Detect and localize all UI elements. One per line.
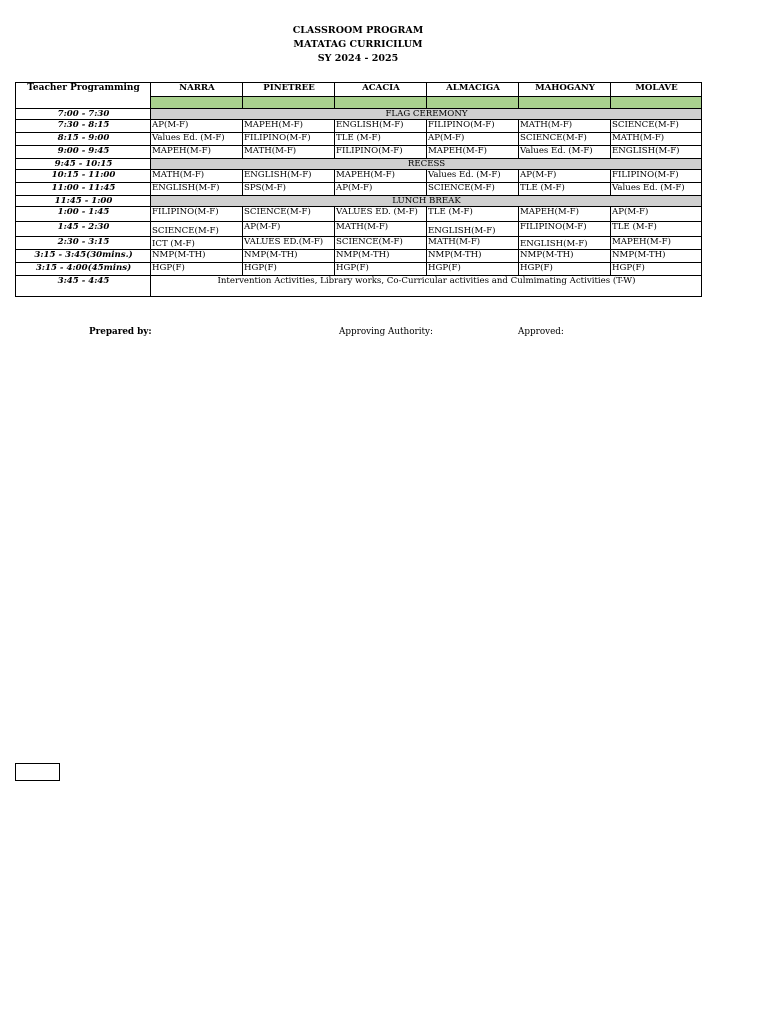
subject-cell: SCIENCE(M-F) — [611, 120, 702, 133]
subject-cell: TLE (M-F) — [611, 222, 702, 237]
subject-cell: MATH(M-F) — [151, 170, 243, 183]
time-slot: 8:15 - 9:00 — [16, 133, 151, 146]
subject-cell: SCIENCE(M-F) — [427, 183, 519, 196]
table-row — [16, 183, 702, 196]
flag-ceremony-band: FLAG CEREMONY — [151, 109, 702, 120]
table-row — [16, 170, 702, 183]
subject-cell: ICT (M-F) — [151, 237, 243, 250]
subject-cell: NMP(M-TH) — [611, 250, 702, 263]
green-cell — [335, 97, 427, 109]
subject-cell: ENGLISH(M-F) — [151, 183, 243, 196]
subject-cell: MAPEH(M-F) — [519, 207, 611, 222]
subject-cell: NMP(M-TH) — [335, 250, 427, 263]
green-cell — [611, 97, 702, 109]
title-line-1: CLASSROOM PROGRAM — [292, 25, 424, 36]
approving-authority-label: Approving Authority: — [339, 327, 433, 337]
subject-cell: MAPEH(M-F) — [151, 146, 243, 159]
time-slot: 7:00 - 7:30 — [16, 109, 151, 120]
time-slot: 11:00 - 11:45 — [16, 183, 151, 196]
subject-cell: FILIPINO(M-F) — [519, 222, 611, 237]
green-cell — [243, 97, 335, 109]
subject-cell: AP(M-F) — [243, 222, 335, 237]
subject-cell: HGP(F) — [519, 263, 611, 276]
column-header-row — [16, 83, 702, 97]
subject-cell: MATH(M-F) — [243, 146, 335, 159]
table-row — [16, 250, 702, 263]
subject-cell: MATH(M-F) — [519, 120, 611, 133]
green-cell — [151, 97, 243, 109]
subject-cell: ENGLISH(M-F) — [519, 237, 611, 250]
subject-cell: MAPEH(M-F) — [243, 120, 335, 133]
time-slot: 7:30 - 8:15 — [16, 120, 151, 133]
table-row — [16, 196, 702, 207]
subject-cell: MATH(M-F) — [335, 222, 427, 237]
time-range: 3:15 - 4:00 — [35, 263, 88, 273]
time-duration-note: (30mins.) — [86, 250, 133, 260]
column-header: ACACIA — [335, 83, 427, 97]
subject-cell: FILIPINO(M-F) — [611, 170, 702, 183]
time-range: 3:15 - 3:45 — [34, 250, 87, 260]
subject-cell: SCIENCE(M-F) — [243, 207, 335, 222]
time-slot: 1:00 - 1:45 — [16, 207, 151, 222]
subject-cell: MAPEH(M-F) — [611, 237, 702, 250]
row-header-label: Teacher Programming — [16, 83, 151, 109]
subject-cell: Values Ed. (M-F) — [427, 170, 519, 183]
school-year: SY 2024 - 2025 — [317, 53, 399, 64]
subject-cell: MAPEH(M-F) — [335, 170, 427, 183]
table-row — [16, 133, 702, 146]
subject-cell: ENGLISH(M-F) — [427, 222, 519, 237]
subject-cell: NMP(M-TH) — [151, 250, 243, 263]
subject-cell: MATH(M-F) — [427, 237, 519, 250]
table-row — [16, 146, 702, 159]
subject-cell: MATH(M-F) — [611, 133, 702, 146]
table-row — [16, 237, 702, 250]
subject-cell: Values Ed. (M-F) — [611, 183, 702, 196]
time-slot: 2:30 - 3:15 — [16, 237, 151, 250]
subject-cell: SCIENCE(M-F) — [335, 237, 427, 250]
subject-cell: AP(M-F) — [335, 183, 427, 196]
time-slot: 11:45 - 1:00 — [16, 196, 151, 207]
intervention-activities: Intervention Activities, Library works, Co-Curricular activities and Culmimating Activities (T-W) — [151, 276, 702, 297]
subject-cell: SCIENCE(M-F) — [519, 133, 611, 146]
subject-cell: AP(M-F) — [427, 133, 519, 146]
subject-cell: SCIENCE(M-F) — [151, 222, 243, 237]
time-slot: 3:45 - 4:45 — [16, 276, 151, 297]
subject-cell: NMP(M-TH) — [243, 250, 335, 263]
time-slot — [16, 263, 151, 276]
column-header: MAHOGANY — [519, 83, 611, 97]
subject-cell: HGP(F) — [335, 263, 427, 276]
prepared-by-label: Prepared by: — [89, 327, 152, 337]
subject-cell: NMP(M-TH) — [427, 250, 519, 263]
subject-cell: ENGLISH(M-F) — [335, 120, 427, 133]
subject-cell: TLE (M-F) — [519, 183, 611, 196]
subject-cell: MAPEH(M-F) — [427, 146, 519, 159]
subject-cell: AP(M-F) — [611, 207, 702, 222]
time-slot — [16, 250, 151, 263]
table-row — [16, 109, 702, 120]
subject-cell: AP(M-F) — [519, 170, 611, 183]
subject-cell: TLE (M-F) — [335, 133, 427, 146]
subject-cell: VALUES ED.(M-F) — [243, 237, 335, 250]
green-cell — [519, 97, 611, 109]
table-row — [16, 263, 702, 276]
subject-cell: TLE (M-F) — [427, 207, 519, 222]
subject-cell: HGP(F) — [427, 263, 519, 276]
subject-cell: HGP(F) — [151, 263, 243, 276]
title-line-2: MATATAG CURRICILUM — [293, 39, 423, 50]
subject-cell: NMP(M-TH) — [519, 250, 611, 263]
column-header: NARRA — [151, 83, 243, 97]
document-header — [0, 24, 716, 66]
subject-cell: HGP(F) — [611, 263, 702, 276]
table-row — [16, 276, 702, 297]
subject-cell: ENGLISH(M-F) — [243, 170, 335, 183]
subject-cell: FILIPINO(M-F) — [151, 207, 243, 222]
time-duration-note: (45mins) — [87, 263, 132, 273]
table-row — [16, 159, 702, 170]
time-slot: 1:45 - 2:30 — [16, 222, 151, 237]
subject-cell: ENGLISH(M-F) — [611, 146, 702, 159]
time-slot: 9:45 - 10:15 — [16, 159, 151, 170]
green-cell — [427, 97, 519, 109]
subject-cell: FILIPINO(M-F) — [243, 133, 335, 146]
column-header: PINETREE — [243, 83, 335, 97]
lunch-break-band: LUNCH BREAK — [151, 196, 702, 207]
empty-box — [15, 763, 60, 781]
subject-cell: AP(M-F) — [151, 120, 243, 133]
subject-cell: Values Ed. (M-F) — [151, 133, 243, 146]
subject-cell: FILIPINO(M-F) — [427, 120, 519, 133]
class-schedule-table — [15, 82, 702, 297]
approved-label: Approved: — [518, 327, 564, 337]
table-row — [16, 120, 702, 133]
subject-cell: HGP(F) — [243, 263, 335, 276]
time-slot: 9:00 - 9:45 — [16, 146, 151, 159]
subject-cell: FILIPINO(M-F) — [335, 146, 427, 159]
subject-cell: SPS(M-F) — [243, 183, 335, 196]
subject-cell: VALUES ED. (M-F) — [335, 207, 427, 222]
recess-band: RECESS — [151, 159, 702, 170]
subject-cell: Values Ed. (M-F) — [519, 146, 611, 159]
table-row — [16, 207, 702, 222]
column-header: MOLAVE — [611, 83, 702, 97]
table-row — [16, 222, 702, 237]
time-slot: 10:15 - 11:00 — [16, 170, 151, 183]
column-header: ALMACIGA — [427, 83, 519, 97]
